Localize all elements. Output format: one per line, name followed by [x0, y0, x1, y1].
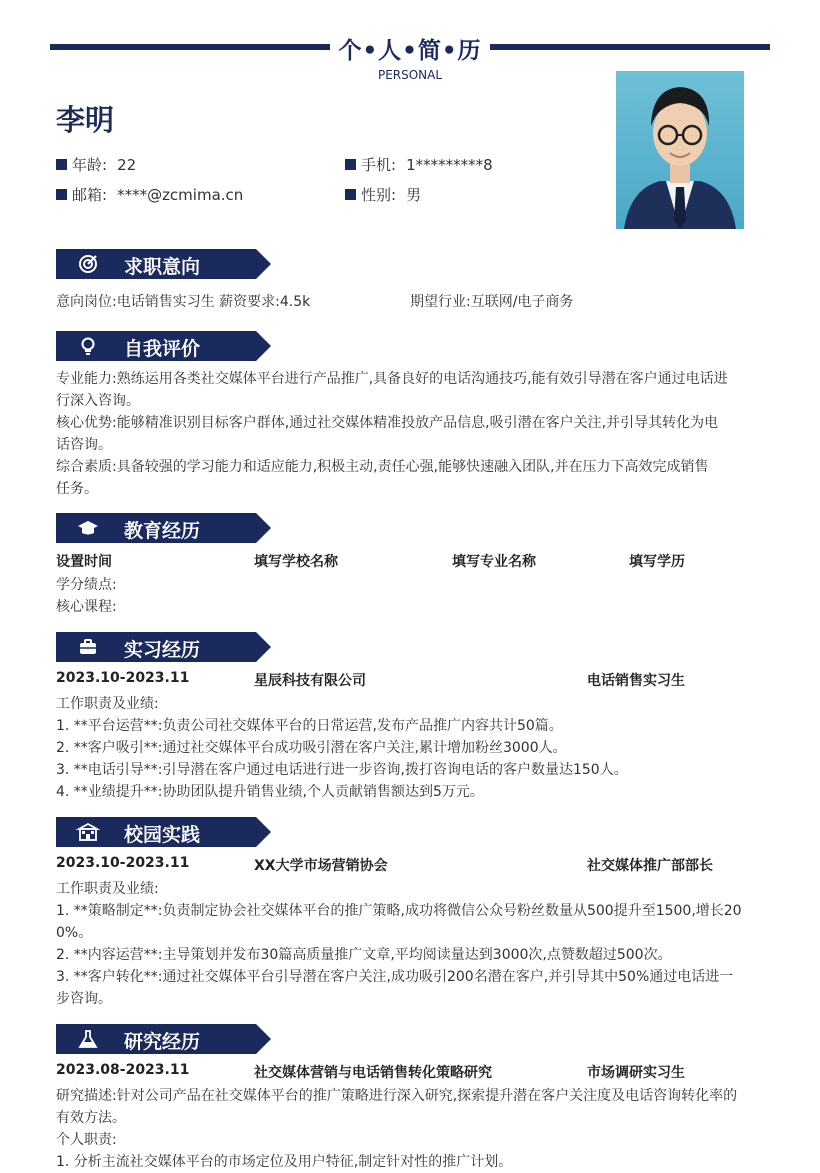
section-title: 校园实践	[124, 824, 201, 846]
edu-time: 设置时间	[56, 554, 112, 570]
flask-icon	[78, 1029, 98, 1049]
school-building-icon	[78, 822, 98, 842]
campus-line: 步咨询。	[56, 991, 112, 1007]
research-line: 研究描述:针对公司产品在社交媒体平台的推广策略进行深入研究,探索提升潜在客户关注度及电话咨询转化率的	[56, 1088, 738, 1104]
email-value: ****@zcmima.cn	[117, 186, 244, 204]
education-row	[56, 551, 768, 573]
edu-major: 填写专业名称	[452, 554, 536, 570]
intent-industry: 期望行业:互联网/电子商务	[410, 294, 574, 310]
profile-photo	[616, 71, 744, 229]
target-icon	[78, 254, 98, 274]
self-line: 任务。	[56, 481, 98, 497]
info-age: 年龄: 22	[56, 154, 136, 175]
intern-role: 电话销售实习生	[587, 673, 685, 689]
info-email: 邮箱: ****@zcmima.cn	[56, 184, 243, 205]
intern-line: 工作职责及业绩:	[56, 696, 159, 712]
research-time: 2023.08-2023.11	[56, 1062, 190, 1078]
edu-courses: 核心课程:	[56, 599, 117, 615]
intern-line: 1. **平台运营**:负责公司社交媒体平台的日常运营,发布产品推广内容共计50篇。	[56, 718, 563, 734]
campus-role: 社交媒体推广部部长	[587, 858, 713, 874]
gender-value: 男	[406, 186, 422, 204]
self-line: 专业能力:熟练运用各类社交媒体平台进行产品推广,具备良好的电话沟通技巧,能有效引导潜在客户通过电话进	[56, 371, 728, 387]
resume-subtitle: PERSONAL	[377, 68, 443, 82]
section-title: 实习经历	[124, 639, 201, 661]
phone-value: 1*********8	[406, 156, 493, 174]
self-line: 话咨询。	[56, 437, 112, 453]
campus-row	[56, 855, 768, 877]
bullet-square	[345, 159, 356, 170]
internship-row	[56, 670, 768, 692]
campus-line: 1. **策略制定**:负责制定协会社交媒体平台的推广策略,成功将微信公众号粉丝数量从500提升至1500,增长20	[56, 903, 742, 919]
section-header-education	[56, 513, 271, 543]
research-role: 市场调研实习生	[587, 1065, 685, 1081]
intern-line: 3. **电话引导**:引导潜在客户通过电话进行进一步咨询,拨打咨询电话的客户数量达150人。	[56, 762, 628, 778]
intern-org: 星辰科技有限公司	[254, 673, 366, 689]
section-header-campus	[56, 817, 271, 847]
lightbulb-icon	[78, 336, 98, 356]
research-line: 个人职责:	[56, 1132, 117, 1148]
campus-line: 0%。	[56, 925, 93, 941]
bullet-square	[56, 189, 67, 200]
edu-school: 填写学校名称	[254, 554, 338, 570]
section-header-intent	[56, 249, 271, 279]
campus-line: 3. **客户转化**:通过社交媒体平台引导潜在客户关注,成功吸引200名潜在客户,并引导其中50%通过电话进一	[56, 969, 734, 985]
campus-org: XX大学市场营销协会	[254, 858, 388, 874]
research-row	[56, 1062, 768, 1084]
section-header-internship	[56, 632, 271, 662]
briefcase-icon	[78, 637, 98, 657]
section-title: 求职意向	[124, 256, 201, 278]
section-title: 研究经历	[124, 1031, 201, 1053]
campus-time: 2023.10-2023.11	[56, 855, 190, 871]
edu-degree: 填写学历	[629, 554, 685, 570]
section-header-self	[56, 331, 271, 361]
intern-line: 4. **业绩提升**:协助团队提升销售业绩,个人贡献销售额达到5万元。	[56, 784, 484, 800]
intent-position: 意向岗位:电话销售实习生 薪资要求:4.5k	[56, 294, 311, 310]
info-phone: 手机: 1*********8	[345, 154, 493, 175]
research-line: 1. 分析主流社交媒体平台的市场定位及用户特征,制定针对性的推广计划。	[56, 1154, 513, 1170]
section-header-research	[56, 1024, 271, 1054]
candidate-name: 李明	[56, 103, 115, 137]
bullet-square	[56, 159, 67, 170]
section-title: 教育经历	[124, 520, 201, 542]
edu-gpa: 学分绩点:	[56, 577, 117, 593]
research-line: 有效方法。	[56, 1110, 126, 1126]
info-gender: 性别: 男	[345, 184, 421, 205]
age-value: 22	[117, 156, 137, 174]
resume-title: 个•人•简•历	[338, 38, 482, 64]
section-title: 自我评价	[124, 338, 201, 360]
intern-line: 2. **客户吸引**:通过社交媒体平台成功吸引潜在客户关注,累计增加粉丝3000人。	[56, 740, 567, 756]
research-topic: 社交媒体营销与电话销售转化策略研究	[254, 1065, 492, 1081]
self-line: 核心优势:能够精准识别目标客户群体,通过社交媒体精准投放产品信息,吸引潜在客户关注,并引导其转化为电	[56, 415, 719, 431]
intern-time: 2023.10-2023.11	[56, 670, 190, 686]
self-line: 综合素质:具备较强的学习能力和适应能力,积极主动,责任心强,能够快速融入团队,并在压力下高效完成销售	[56, 459, 709, 475]
campus-line: 工作职责及业绩:	[56, 881, 159, 897]
bullet-square	[345, 189, 356, 200]
graduation-cap-icon	[78, 518, 98, 538]
self-line: 行深入咨询。	[56, 393, 140, 409]
campus-line: 2. **内容运营**:主导策划并发布30篇高质量推广文章,平均阅读量达到3000次,点赞数超过500次。	[56, 947, 672, 963]
